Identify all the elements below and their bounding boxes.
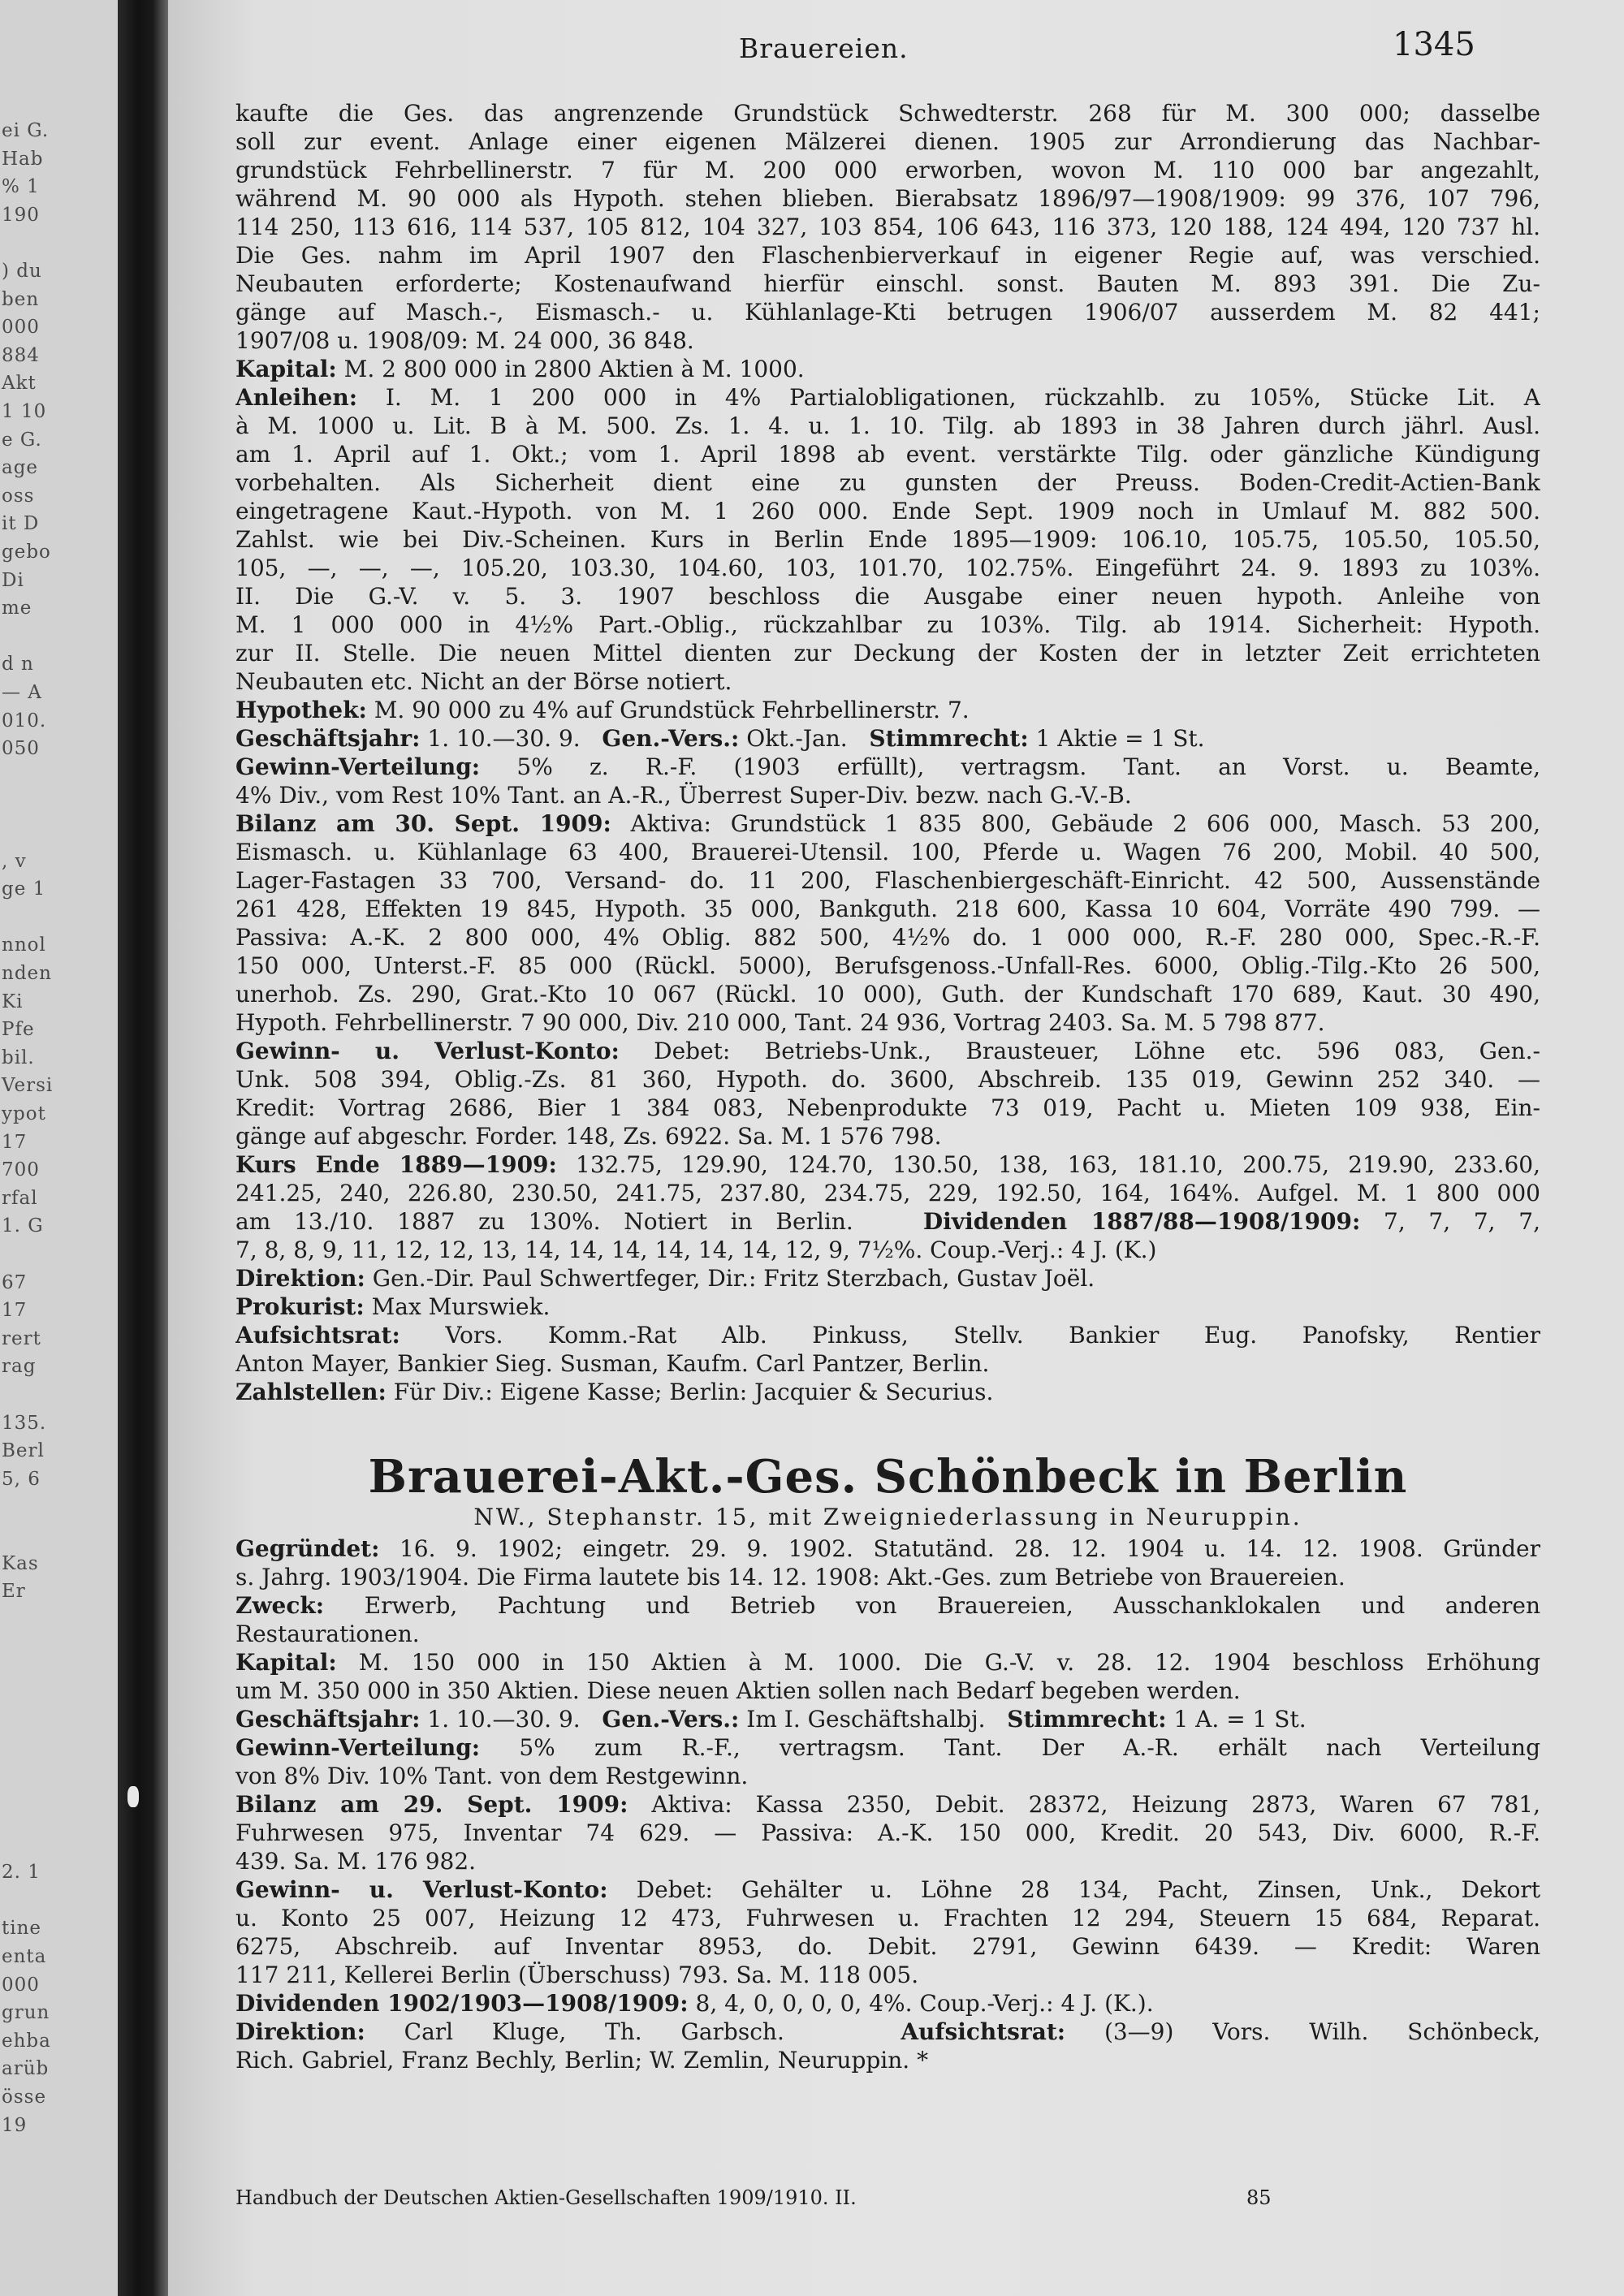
left-page-text-fragment: % 1 (2, 176, 40, 198)
kurs-text: 7, 8, 8, 9, 11, 12, 12, 13, 14, 14, 14, 14, 14, 14, 12, 9, 7½%. Coup.-Verj.: 4 J. (K.) (235, 1236, 1157, 1263)
bilanz-line-text: Eismasch. u. Kühlanlage 63 400, Brauerei-Utensil. 100, Pferde u. Wagen 76 200, Mobil. 40 500, (235, 839, 1540, 865)
history-line-text: grundstück Fehrbellinerstr. 7 für M. 200 000 erworben, wovon M. 110 000 bar angezahlt, (235, 157, 1540, 183)
guv-line-text: 6275, Abschreib. auf Inventar 8953, do. Debit. 2791, Gewinn 6439. — Kredit: Waren (235, 1933, 1540, 1960)
bilanz-line (235, 1008, 1540, 1037)
anleihen-line (235, 468, 1540, 497)
right-page (168, 0, 1624, 2296)
bilanz-line (235, 1819, 1540, 1847)
bilanz-line-text: 439. Sa. M. 176 982. (235, 1848, 477, 1875)
left-page-text-fragment: me (2, 598, 32, 619)
stimmrecht-text: 1 A. = 1 St. (1173, 1706, 1307, 1733)
left-page-text-fragment: ehba (2, 2030, 51, 2052)
anleihen-line (235, 639, 1540, 667)
left-page-text-fragment: tine (2, 1918, 42, 1940)
bilanz-line (235, 809, 1540, 838)
anleihen-line-text: zur II. Stelle. Die neuen Mittel dienten zur Deckung der Kosten der in letzter Zeit errichteten (235, 640, 1540, 667)
bilanz-line-text: 150 000, Unterst.-F. 85 000 (Rückl. 5000), Berufsgenoss.-Unfall-Res. 6000, Oblig.-Tilg.-Kto 26 500, (235, 952, 1540, 979)
anleihen-line-text: II. Die G.-V. v. 5. 3. 1907 beschloss die Ausgabe einer neuen hypoth. Anleihe von (235, 583, 1540, 610)
guv-line (235, 1122, 1540, 1150)
left-page-text-fragment: Akt (2, 373, 37, 395)
left-page-text-fragment: ypot (2, 1103, 46, 1124)
bilanz-line (235, 838, 1540, 866)
gegruendet-line (235, 1534, 1540, 1563)
gegruendet-line-text: 16. 9. 1902; eingetr. 29. 9. 1902. Statutänd. 28. 12. 1904 u. 14. 12. 1908. Gründer (399, 1535, 1540, 1562)
footer-number: 85 (1246, 2186, 1272, 2209)
guv-line (235, 1961, 1540, 1989)
genvers-text: Okt.-Jan. (746, 725, 848, 752)
genvers-text: Im I. Geschäftshalbj. (746, 1706, 986, 1733)
book-gutter (118, 0, 168, 2296)
kurs-line (235, 1207, 1540, 1236)
history-line-text: Neubauten erforderte; Kostenaufwand hierfür einschl. sonst. Bauten M. 893 391. Die Zu- (235, 270, 1540, 297)
entry-continued (235, 99, 1540, 1406)
dividenden-text: 7, 7, 7, 7, (1384, 1208, 1540, 1235)
aufsichtsrat-line (235, 1321, 1540, 1349)
bilanz-line-text: Hypoth. Fehrbellinerstr. 7 90 000, Div. 210 000, Tant. 24 936, Vortrag 2403. Sa. M. 5 798 877. (235, 1009, 1325, 1036)
anleihen-line-text: am 1. April auf 1. Okt.; vom 1. April 1898 ab event. verstärkte Tilg. oder gänzliche Kündigung (235, 441, 1540, 468)
left-page-text-fragment: rert (2, 1327, 41, 1349)
left-page-text-fragment: 1. G (2, 1215, 44, 1237)
left-page-text-fragment: rag (2, 1356, 37, 1378)
left-page-text-fragment: 000 (2, 317, 40, 339)
history-line-text: kaufte die Ges. das angrenzende Grundstück Schwedterstr. 268 für M. 300 000; dasselbe (235, 100, 1540, 127)
left-page-text-fragment: nden (2, 963, 52, 984)
page-number: 1345 (1393, 26, 1475, 63)
guv-line-text: 117 211, Kellerei Berlin (Überschuss) 793. Sa. M. 118 005. (235, 1962, 919, 1988)
geschaeftsjahr-line (235, 1705, 1540, 1733)
kurs-label: Kurs Ende 1889—1909: (235, 1151, 557, 1178)
geschaeftsjahr-text: 1. 10.—30. 9. (427, 1706, 581, 1733)
anleihen-line-label: Anleihen: (235, 384, 358, 411)
direktion-text: Gen.-Dir. Paul Schwertfeger, Dir.: Fritz Sterzbach, Gustav Joël. (372, 1265, 1095, 1292)
kapital-line-text: um M. 350 000 in 350 Aktien. Diese neuen Aktien sollen nach Bedarf begeben werden. (235, 1677, 1241, 1704)
kapital-line (235, 355, 1540, 383)
zweck-line-text: Restaurationen. (235, 1621, 420, 1647)
gewinn-line (235, 1762, 1540, 1790)
zweck-line-label: Zweck: (235, 1592, 325, 1619)
direktion-label: Direktion: (235, 1265, 365, 1292)
left-page-text-fragment: ben (2, 288, 40, 310)
guv-line-text: gänge auf abgeschr. Forder. 148, Zs. 6922. Sa. M. 1 576 798. (235, 1123, 942, 1150)
direktion-label: Direktion: (235, 2018, 365, 2045)
bilanz-section (235, 809, 1540, 1037)
guv-line-label: Gewinn- u. Verlust-Konto: (235, 1876, 608, 1903)
left-page-text-fragment: össe (2, 2087, 47, 2108)
left-page-text-fragment: it D (2, 513, 40, 535)
anleihen-line-text: eingetragene Kaut.-Hypoth. von M. 1 260 000. Ende Sept. 1909 noch in Umlauf M. 882 500. (235, 498, 1540, 524)
kapital-text: M. 2 800 000 in 2800 Aktien à M. 1000. (343, 356, 805, 382)
gewinn-verteilung-section (235, 1733, 1540, 1790)
guv-section (235, 1875, 1540, 1989)
entry-schoenbeck (235, 1534, 1540, 2074)
anleihen-line (235, 667, 1540, 696)
anleihen-line-text: à M. 1000 u. Lit. B à M. 500. Zs. 1. 4. u. 1. 10. Tilg. ab 1893 in 38 Jahren durch jährl. Ausl. (235, 412, 1540, 439)
history-line (235, 127, 1540, 156)
bilanz-line-text: Lager-Fastagen 33 700, Versand- do. 11 200, Flaschenbiergeschäft-Einricht. 42 500, Aussenstände (235, 867, 1540, 894)
gewinn-verteilung-section (235, 753, 1540, 809)
left-page-text-fragment: 2. 1 (2, 1862, 41, 1884)
kurs-line (235, 1236, 1540, 1264)
left-page-text-fragment: 17 (2, 1131, 28, 1153)
bilanz-line-text: Aktiva: Kassa 2350, Debit. 28372, Heizung 2873, Waren 67 781, (651, 1791, 1540, 1818)
bilanz-line-text: 261 428, Effekten 19 845, Hypoth. 35 000, Bankguth. 218 600, Kassa 10 604, Vorräte 490 799. — (235, 896, 1540, 922)
guv-line-text: u. Konto 25 007, Heizung 12 473, Fuhrwesen u. Frachten 12 294, Steuern 15 684, Reparat. (235, 1905, 1540, 1931)
bilanz-line-text: unerhob. Zs. 290, Grat.-Kto 10 067 (Rückl. 10 000), Guth. der Kundschaft 170 689, Kaut. 30 490, (235, 981, 1540, 1008)
history-line (235, 298, 1540, 326)
gegruendet-line (235, 1563, 1540, 1591)
history-paragraph (235, 99, 1540, 355)
dividenden-label: Dividenden 1887/88—1908/1909: (922, 1208, 1361, 1235)
anleihen-line (235, 525, 1540, 554)
guv-line-text: Unk. 508 394, Oblig.-Zs. 81 360, Hypoth. do. 3600, Abschreib. 135 019, Gewinn 252 340. — (235, 1066, 1540, 1093)
left-page-text-fragment: 135. (2, 1412, 47, 1434)
entries (235, 99, 1540, 2074)
left-page-text-fragment: ei G. (2, 120, 50, 141)
geschaeftsjahr-text: 1. 10.—30. 9. (427, 725, 581, 752)
anleihen-section (235, 383, 1540, 696)
aufsichtsrat-line (235, 1349, 1540, 1378)
guv-section (235, 1037, 1540, 1150)
left-page-text-fragment: 884 (2, 344, 40, 366)
left-page-text-fragment: 000 (2, 1974, 40, 1996)
left-page-text-fragment: Versi (2, 1075, 54, 1097)
left-page-text-fragment: 67 (2, 1271, 28, 1293)
bilanz-line (235, 980, 1540, 1008)
left-page-text-fragment: ge 1 (2, 878, 46, 900)
left-page-text-fragment: 050 (2, 738, 40, 760)
gutter-blemish (127, 1786, 139, 1807)
left-page-text-fragment: enta (2, 1946, 47, 1967)
stimmrecht-label: Stimmrecht: (1007, 1706, 1167, 1733)
guv-line-label: Gewinn- u. Verlust-Konto: (235, 1038, 620, 1064)
left-page-text-fragment: Kas (2, 1552, 39, 1574)
bilanz-line (235, 952, 1540, 980)
bilanz-line-text: Aktiva: Grundstück 1 835 800, Gebäude 2 606 000, Masch. 53 200, (630, 810, 1540, 837)
gewinn-line (235, 1733, 1540, 1762)
gewinn-line-text: 4% Div., vom Rest 10% Tant. an A.-R., Überrest Super-Div. bezw. nach G.-V.-B. (235, 782, 1132, 809)
left-page-text-fragment: Di (2, 569, 24, 591)
aufsichtsrat-label: Aufsichtsrat: (901, 2018, 1066, 2045)
left-page-text-fragment: 1 10 (2, 401, 47, 422)
direktion-line (235, 2046, 1540, 2074)
gegruendet-line-label: Gegründet: (235, 1535, 380, 1562)
footer-text: Handbuch der Deutschen Aktien-Gesellschaften 1909/1910. II. (235, 2186, 857, 2209)
left-page-text-fragment: Ki (2, 990, 24, 1012)
zweck-line (235, 1620, 1540, 1648)
gewinn-line (235, 753, 1540, 781)
gewinn-line (235, 781, 1540, 809)
dividenden-label: Dividenden 1902/1903—1908/1909: (235, 1990, 689, 2017)
bilanz-line-label: Bilanz am 30. Sept. 1909: (235, 810, 611, 837)
left-page-text-fragment: 5, 6 (2, 1468, 41, 1490)
kurs-line (235, 1179, 1540, 1207)
history-line-text: soll zur event. Anlage einer eigenen Mälzerei dienen. 1905 zur Arrondierung das Nachbar- (235, 128, 1540, 155)
prokurist-label: Prokurist: (235, 1293, 365, 1320)
history-line-text: gänge auf Masch.-, Eismasch.- u. Kühlanlage-Kti betrugen 1906/07 ausserdem M. 82 441; (235, 299, 1540, 326)
running-head: Brauereien. (739, 32, 909, 64)
left-page-text-fragment: grun (2, 2002, 50, 2024)
left-page-text-fragment: Hab (2, 148, 44, 170)
anleihen-line-text: M. 1 000 000 in 4½% Part.-Oblig., rückzahlbar zu 103%. Tilg. ab 1914. Sicherheit: Hypoth. (235, 611, 1540, 638)
gewinn-line-label: Gewinn-Verteilung: (235, 1734, 481, 1761)
bilanz-line-text: Fuhrwesen 975, Inventar 74 629. — Passiva: A.-K. 150 000, Kredit. 20 543, Div. 6000, R.-F. (235, 1819, 1540, 1846)
geschaeftsjahr-label: Geschäftsjahr: (235, 725, 421, 752)
bilanz-line (235, 923, 1540, 952)
bilanz-line (235, 895, 1540, 923)
anleihen-line (235, 582, 1540, 611)
history-line-text: Die Ges. nahm im April 1907 den Flaschenbierverkauf in eigener Regie auf, was verschied. (235, 242, 1540, 269)
anleihen-line-text: I. M. 1 200 000 in 4% Partialobligationen, rückzahlb. zu 105%, Stücke Lit. A (385, 384, 1540, 411)
history-line (235, 241, 1540, 270)
left-page-text-fragment: d n (2, 654, 34, 675)
history-line (235, 326, 1540, 355)
aufsichtsrat-text: (3—9) Vors. Wilh. Schönbeck, (1104, 2018, 1540, 2045)
aufsichtsrat-line-text: Vors. Komm.-Rat Alb. Pinkuss, Stellv. Bankier Eug. Panofsky, Rentier (445, 1322, 1540, 1349)
anleihen-line (235, 383, 1540, 412)
kapital-line (235, 1677, 1540, 1705)
kurs-line (235, 1150, 1540, 1179)
gegruendet-line-text: s. Jahrg. 1903/1904. Die Firma lautete bis 14. 12. 1908: Akt.-Ges. zum Betriebe von Brauereien. (235, 1564, 1345, 1590)
genvers-label: Gen.-Vers.: (602, 1706, 740, 1733)
anleihen-line (235, 412, 1540, 440)
zweck-line (235, 1591, 1540, 1620)
company-address: NW., Stephanstr. 15, mit Zweigniederlassung in Neuruppin. (473, 1504, 1302, 1530)
left-page-text-fragment: oss (2, 485, 35, 507)
kapital-line-label: Kapital: (235, 1649, 337, 1676)
left-page-fragment (0, 0, 118, 2296)
company-title: Brauerei-Akt.-Ges. Schönbeck in Berlin (368, 1450, 1408, 1504)
dividenden-text: 8, 4, 0, 0, 0, 0, 4%. Coup.-Verj.: 4 J. (K.). (695, 1990, 1154, 2017)
gewinn-line-text: von 8% Div. 10% Tant. von dem Restgewinn. (235, 1763, 749, 1789)
left-page-text-fragment: gebo (2, 542, 51, 563)
anleihen-line-text: Neubauten etc. Nicht an der Börse notiert. (235, 668, 732, 695)
bilanz-line (235, 1847, 1540, 1875)
gewinn-line-text: 5% zum R.-F., vertragsm. Tant. Der A.-R. erhält nach Verteilung (519, 1734, 1540, 1761)
left-page-text-fragment: rfal (2, 1187, 38, 1209)
left-page-text-fragment: 700 (2, 1159, 40, 1181)
aufsichtsrat-section (235, 1321, 1540, 1378)
history-line (235, 99, 1540, 127)
left-page-text-fragment: 190 (2, 204, 40, 226)
left-page-text-fragment: e G. (2, 429, 42, 451)
kurs-text: 241.25, 240, 226.80, 230.50, 241.75, 237.80, 234.75, 229, 192.50, 164, 164%. Aufgel. M. 1 800 000 (235, 1180, 1540, 1206)
bilanz-line-text: Passiva: A.-K. 2 800 000, 4% Oblig. 882 500, 4½% do. 1 000 000, R.-F. 280 000, Spec.-R.-F. (235, 924, 1540, 951)
history-line (235, 270, 1540, 298)
guv-line (235, 1932, 1540, 1961)
gewinn-line-text: 5% z. R.-F. (1903 erfüllt), vertragsm. Tant. an Vorst. u. Beamte, (516, 753, 1540, 780)
history-line-text: 1907/08 u. 1908/09: M. 24 000, 36 848. (235, 327, 694, 354)
bilanz-line-label: Bilanz am 29. Sept. 1909: (235, 1791, 628, 1818)
dividenden-line (235, 1989, 1540, 2018)
guv-line-text: Kredit: Vortrag 2686, Bier 1 384 083, Nebenprodukte 73 019, Pacht u. Mieten 109 938, Ein- (235, 1094, 1540, 1121)
left-page-text-fragment: ) du (2, 261, 42, 282)
kapital-label: Kapital: (235, 356, 337, 382)
guv-line (235, 1875, 1540, 1904)
bilanz-line (235, 1790, 1540, 1819)
bilanz-line (235, 866, 1540, 895)
bilanz-section (235, 1790, 1540, 1875)
guv-line-text: Debet: Betriebs-Unk., Brausteuer, Löhne etc. 596 083, Gen.- (654, 1038, 1540, 1064)
stimmrecht-text: 1 Aktie = 1 St. (1035, 725, 1205, 752)
left-page-text-fragment: Pfe (2, 1019, 35, 1041)
left-page-text-fragment: , v (2, 850, 27, 872)
direktion-line (235, 1264, 1540, 1293)
geschaeftsjahr-line (235, 724, 1540, 753)
geschaeftsjahr-label: Geschäftsjahr: (235, 1706, 421, 1733)
zweck-line-text: Erwerb, Pachtung und Betrieb von Brauereien, Ausschanklokalen und anderen (364, 1592, 1540, 1619)
aufsichtsrat-line-text: Anton Mayer, Bankier Sieg. Susman, Kaufm. Carl Pantzer, Berlin. (235, 1350, 990, 1377)
history-line-text: während M. 90 000 als Hypoth. stehen blieben. Bierabsatz 1896/97—1908/1909: 99 376, 107 796, (235, 185, 1540, 212)
left-page-text-fragment: Berl (2, 1440, 45, 1462)
left-page-text-fragment: nnol (2, 934, 46, 956)
gewinn-line-label: Gewinn-Verteilung: (235, 753, 481, 780)
kurs-text: am 13./10. 1887 zu 130%. Notiert in Berlin. (235, 1208, 853, 1235)
left-page-text-fragment: 17 (2, 1300, 28, 1322)
left-page-text-fragment: 010. (2, 710, 47, 732)
prokurist-line (235, 1293, 1540, 1321)
genvers-label: Gen.-Vers.: (602, 725, 740, 752)
left-page-text-fragment: — A (2, 682, 42, 703)
hypothek-line (235, 696, 1540, 724)
history-line (235, 184, 1540, 213)
zahlstellen-text: Für Div.: Eigene Kasse; Berlin: Jacquier & Securius. (393, 1379, 994, 1405)
guv-line (235, 1904, 1540, 1932)
history-line (235, 213, 1540, 241)
gegruendet-section (235, 1534, 1540, 1591)
zahlstellen-label: Zahlstellen: (235, 1379, 387, 1405)
guv-line (235, 1037, 1540, 1065)
kapital-line-text: M. 150 000 in 150 Aktien à M. 1000. Die G.-V. v. 28. 12. 1904 beschloss Erhöhung (358, 1649, 1540, 1676)
anleihen-line-text: vorbehalten. Als Sicherheit dient eine zu gunsten der Preuss. Boden-Credit-Actien-Bank (235, 469, 1540, 496)
guv-line (235, 1065, 1540, 1094)
history-line-text: 114 250, 113 616, 114 537, 105 812, 104 327, 103 854, 106 643, 116 373, 120 188, 124 494, 120 737 hl. (235, 214, 1540, 240)
hypothek-label: Hypothek: (235, 697, 367, 723)
zahlstellen-line (235, 1378, 1540, 1406)
left-page-text-fragment: arüb (2, 2058, 50, 2080)
kurs-text: 132.75, 129.90, 124.70, 130.50, 138, 163, 181.10, 200.75, 219.90, 233.60, (576, 1151, 1540, 1178)
direktion-line (235, 2018, 1540, 2046)
anleihen-line-text: Zahlst. wie bei Div.-Scheinen. Kurs in Berlin Ende 1895—1909: 106.10, 105.75, 105.50, 105.50, (235, 526, 1540, 553)
direktion-text: Carl Kluge, Th. Garbsch. (404, 2018, 784, 2045)
stimmrecht-label: Stimmrecht: (869, 725, 1029, 752)
left-page-text-fragment: age (2, 457, 39, 479)
left-page-text-fragment: bil. (2, 1047, 35, 1068)
anleihen-line-text: 105, —, —, —, 105.20, 103.30, 104.60, 103, 101.70, 102.75%. Eingeführt 24. 9. 1893 zu 103%. (235, 555, 1540, 581)
zweck-section (235, 1591, 1540, 1648)
hypothek-text: M. 90 000 zu 4% auf Grundstück Fehrbellinerstr. 7. (374, 697, 970, 723)
guv-line-text: Debet: Gehälter u. Löhne 28 134, Pacht, Zinsen, Unk., Dekort (636, 1876, 1540, 1903)
anleihen-line (235, 497, 1540, 525)
prokurist-text: Max Murswiek. (371, 1293, 551, 1320)
kapital-section (235, 1648, 1540, 1705)
anleihen-line (235, 554, 1540, 582)
history-line (235, 156, 1540, 184)
direktion-text: Rich. Gabriel, Franz Bechly, Berlin; W. Zemlin, Neuruppin. * (235, 2047, 929, 2074)
left-page-text-fragment: 19 (2, 2114, 28, 2136)
aufsichtsrat-line-label: Aufsichtsrat: (235, 1322, 400, 1349)
anleihen-line (235, 611, 1540, 639)
kapital-line (235, 1648, 1540, 1677)
anleihen-line (235, 440, 1540, 468)
left-page-text-fragment: Er (2, 1581, 26, 1603)
guv-line (235, 1094, 1540, 1122)
